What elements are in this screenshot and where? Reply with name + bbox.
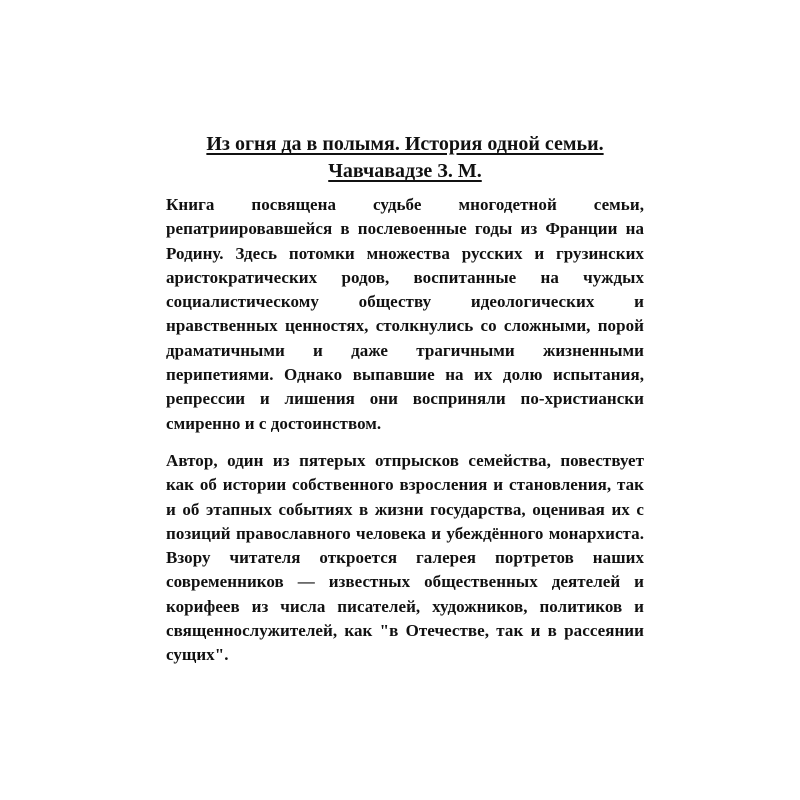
annotation-paragraph-1: Книга посвящена судьбе многодетной семьи, репатриировавшейся в послевоенные годы из Франции на Родину. Здесь потомки множества русских и грузинских аристократических родов, воспитанные на чуждых социалистическому обществу идеологических и нравственных ценностях, столкнулись со сложными, порой драматичными и даже трагичными жизненными перипетиями. Однако выпавшие на их долю испытания, репрессии и лишения они восприняли по-христиански смиренно и с достоинством. xyxy=(166,195,644,433)
annotation-text-block xyxy=(166,131,644,681)
book-title: Из огня да в полымя. История одной семьи. xyxy=(206,133,604,155)
annotation-paragraph-2: Автор, один из пятерых отпрысков семейства, повествует как об истории собственного взросления и становления, так и об этапных событиях в жизни государства, оценивая их с позиций православного человека и убеждённого монархиста. Взору читателя откроется галерея портретов наших современников — известных общественных деятелей и корифеев из числа писателей, художников, политиков и священнослужителей, как "в Отечестве, так и в рассеянии сущих". xyxy=(166,450,644,665)
book-author: Чавчавадзе З. М. xyxy=(328,160,482,182)
